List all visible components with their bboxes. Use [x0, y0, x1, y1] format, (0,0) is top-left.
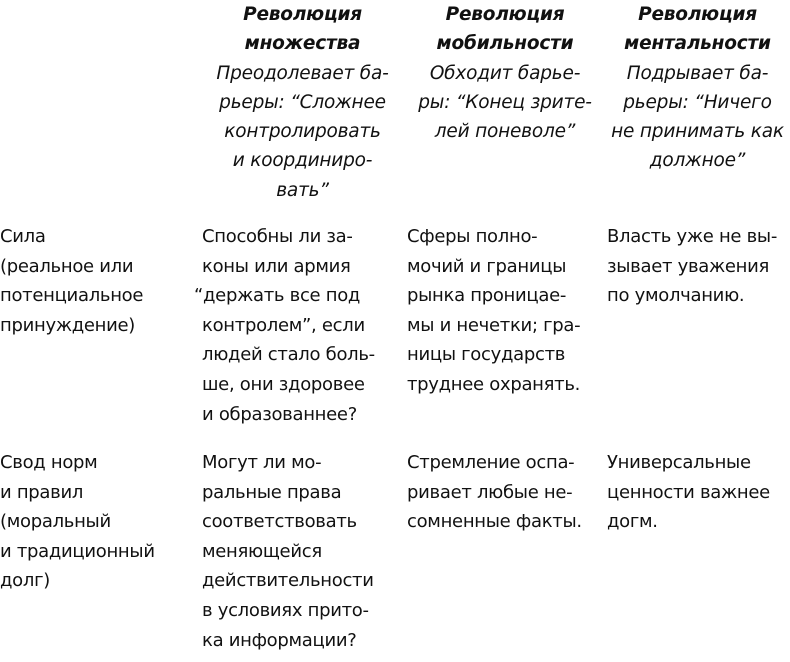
subtitle-line: и координиро- [232, 150, 373, 172]
cell-line: и образованнее? [202, 403, 357, 425]
title-line: Революция [243, 4, 362, 25]
cell-line: ривает любые не- [407, 481, 573, 503]
cell-line: Способны ли за- [202, 226, 353, 247]
cell-line: ценности важнее [607, 481, 770, 503]
cell-line: ральные права [202, 481, 342, 503]
cell-line: по умолчанию. [607, 285, 745, 307]
table-cell [200, 448, 405, 662]
cell-line: людей стало боль- [202, 344, 375, 366]
cell-line: действительности [202, 570, 374, 592]
label-line: Свод норм [0, 452, 98, 473]
label-line: принуждение) [0, 314, 136, 336]
row-label-norms [0, 448, 200, 662]
subtitle-line: лей поневоле” [434, 121, 576, 143]
cell-line: зывает уважения [607, 255, 770, 277]
cell-line: коны или армия [202, 255, 351, 277]
cell-line: соответствовать [202, 511, 357, 533]
cell-line: сомненные факты. [407, 511, 582, 533]
label-line: Сила [0, 226, 46, 247]
cell-line: ницы государств [407, 344, 566, 366]
cell-line: Универсальные [607, 452, 751, 473]
cell-line: меняющейся [202, 540, 322, 562]
subtitle-line: рьеры: “Сложнее [219, 91, 386, 113]
cell-line: “держать все под [194, 285, 361, 307]
title-line: Революция [638, 4, 757, 25]
title-line: множества [244, 33, 361, 55]
label-line: (моральный [0, 511, 111, 533]
column-header-mobility [405, 0, 605, 222]
column-title [200, 0, 405, 59]
subtitle-line: контролировать [224, 121, 381, 143]
table-cell [194, 222, 405, 448]
label-line: долг) [0, 570, 50, 592]
cell-line: Власть уже не вы- [607, 226, 778, 247]
subtitle-line: Преодолевает ба- [216, 62, 389, 84]
column-subtitle [405, 59, 605, 147]
cell-line: труднее охранять. [407, 373, 581, 395]
cell-line: ше, они здоровее [202, 373, 365, 395]
label-line: и правил [0, 481, 84, 503]
column-subtitle [605, 59, 790, 176]
table-cell [405, 448, 605, 662]
cell-line: контролем”, если [202, 314, 365, 336]
cell-line: мочий и границы [407, 255, 567, 277]
subtitle-line: Подрывает ба- [626, 62, 769, 84]
subtitle-line: рьеры: “Ничего [623, 91, 772, 113]
column-header-mentality [605, 0, 790, 222]
table-cell [605, 448, 790, 662]
column-subtitle [200, 59, 405, 205]
table-cell [405, 222, 605, 448]
subtitle-line: вать” [276, 179, 329, 201]
cell-line: догм. [607, 511, 658, 533]
table-cell [605, 222, 790, 448]
label-line: потенциальное [0, 285, 144, 307]
row-label-force [0, 222, 200, 448]
subtitle-line: должное” [649, 150, 746, 172]
title-line: мобильности [436, 33, 574, 55]
label-line: (реальное или [0, 255, 134, 277]
subtitle-line: Обходит барье- [429, 62, 581, 84]
cell-line: рынка проницае- [407, 285, 567, 307]
column-title [605, 0, 790, 59]
cell-line: Стремление оспа- [407, 452, 575, 473]
cell-line: ка информации? [202, 629, 357, 651]
cell-line: мы и нечетки; гра- [407, 314, 581, 336]
cell-line: Сферы полно- [407, 226, 538, 247]
cell-line: в условиях прито- [202, 599, 369, 621]
label-line: и традиционный [0, 540, 155, 562]
column-title [405, 0, 605, 59]
header-corner-empty [0, 0, 200, 222]
title-line: Революция [445, 4, 565, 25]
subtitle-line: ры: “Конец зрите- [418, 91, 592, 113]
subtitle-line: не принимать как [611, 121, 784, 143]
title-line: ментальности [624, 33, 771, 55]
column-header-multitude [200, 0, 405, 222]
cell-line: Могут ли мо- [202, 452, 322, 473]
